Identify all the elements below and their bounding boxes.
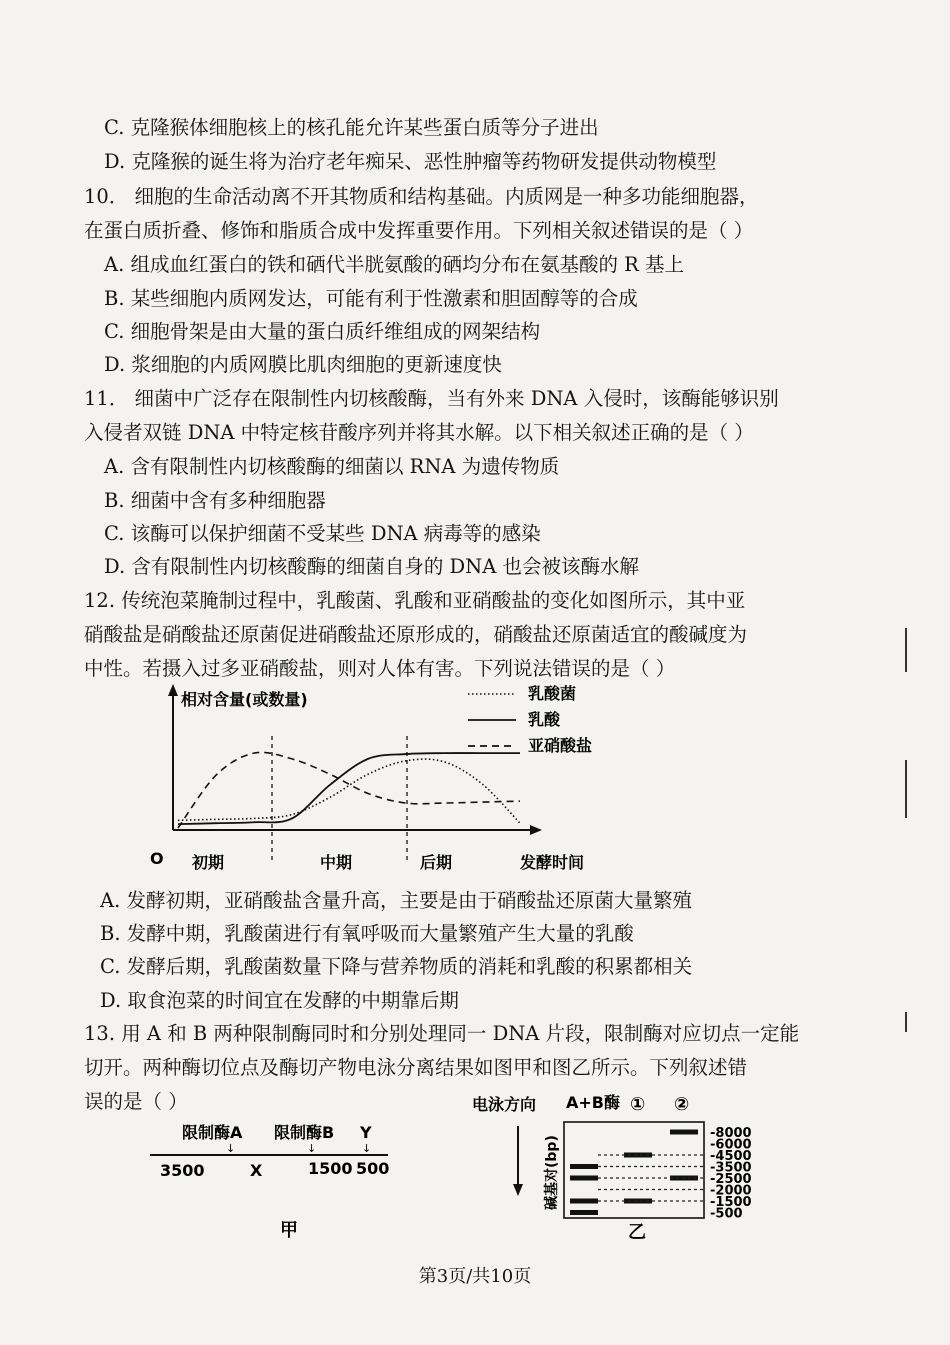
q13-stem-line2: 切开。两种酶切位点及酶切产物电泳分离结果如图甲和图乙所示。下列叙述错	[84, 1056, 748, 1079]
gel-band	[570, 1176, 598, 1181]
q10-option-d: D. 浆细胞的内质网膜比肌肉细胞的更新速度快	[104, 353, 502, 376]
segment-length: 3500	[160, 1161, 205, 1180]
q12-option-d: D. 取食泡菜的时间宜在发酵的中期靠后期	[100, 989, 459, 1012]
marker-label: -2500	[710, 1172, 752, 1187]
q10-option-b: B. 某些细胞内质网发达，可能有利于性激素和胆固醇等的合成	[104, 287, 638, 310]
enzyme-a-label: 限制酶A	[182, 1123, 243, 1142]
direction-label: 电泳方向	[472, 1095, 537, 1114]
series-line-乳酸菌	[178, 759, 520, 823]
q11-option-b: B. 细菌中含有多种细胞器	[104, 489, 326, 512]
scan-edge-mark	[905, 1012, 907, 1032]
lane-1-label: ①	[630, 1094, 646, 1115]
q11-option-d: D. 含有限制性内切核酸酶的细菌自身的 DNA 也会被该酶水解	[104, 555, 640, 578]
legend-label: 亚硝酸盐	[528, 736, 593, 755]
marker-label: -4500	[710, 1149, 752, 1164]
x-tick-label: 初期	[192, 853, 225, 872]
figure-jia	[150, 1112, 410, 1242]
direction-arrow-head	[513, 1184, 523, 1196]
marker-label: -3500	[710, 1160, 752, 1176]
marker-label: -6000	[710, 1137, 752, 1153]
x-tick-label: 中期	[320, 853, 353, 872]
figure-caption: 乙	[628, 1222, 646, 1240]
q13-stem-line3: 误的是（ ）	[84, 1090, 188, 1113]
marker-label: -8000	[710, 1126, 752, 1141]
gel-frame	[564, 1122, 704, 1218]
marker-label: -2000	[710, 1183, 752, 1199]
cut-arrow-icon: ↓	[362, 1142, 372, 1155]
q11-option-c: C. 该酶可以保护细菌不受某些 DNA 病毒等的感染	[104, 522, 541, 545]
segment-length: 500	[356, 1159, 390, 1178]
q11-option-a: A. 含有限制性内切核酸酶的细菌以 RNA 为遗传物质	[104, 455, 560, 478]
site-y-label: Y	[360, 1123, 372, 1142]
page-footer: 第3页/共10页	[418, 1266, 532, 1287]
y-axis-arrow	[168, 684, 178, 696]
legend-label: 乳酸	[528, 710, 561, 729]
marker-label: -1500	[710, 1195, 752, 1210]
marker-label: -500	[710, 1206, 743, 1222]
cut-arrow-icon: ↓	[307, 1142, 317, 1155]
segment-length: 1500	[308, 1159, 353, 1178]
lane-2-label: ②	[674, 1094, 690, 1115]
figure-caption: 甲	[280, 1220, 298, 1241]
scan-edge-mark	[905, 628, 907, 672]
q10-option-c: C. 细胞骨架是由大量的蛋白质纤维组成的网架结构	[104, 320, 541, 343]
gel-band	[670, 1130, 698, 1135]
gel-band	[570, 1199, 598, 1204]
y-axis-label: 相对含量(或数量)	[181, 690, 308, 709]
cut-arrow-icon: ↓	[226, 1142, 236, 1155]
q12-option-a: A. 发酵初期，亚硝酸盐含量升高，主要是由于硝酸盐还原菌大量繁殖	[100, 889, 692, 912]
gel-band	[570, 1164, 598, 1169]
x-tick-label: 后期	[420, 853, 453, 872]
q12-stem-line2: 硝酸盐是硝酸盐还原菌促进硝酸盐还原形成的，硝酸盐还原菌适宜的酸碱度为	[84, 623, 748, 646]
origin-label: O	[150, 849, 164, 868]
fermentation-chart	[150, 680, 650, 880]
q12-stem-line1: 12. 传统泡菜腌制过程中，乳酸菌、乳酸和亚硝酸盐的变化如图所示，其中亚	[84, 589, 746, 612]
q12-option-c: C. 发酵后期，乳酸菌数量下降与营养物质的消耗和乳酸的积累都相关	[100, 955, 693, 978]
gel-bands-group	[570, 1126, 752, 1222]
figure-yi	[470, 1090, 770, 1240]
q9-option-c: C. 克隆猴体细胞核上的核孔能允许某些蛋白质等分子进出	[104, 116, 599, 139]
q12-option-b: B. 发酵中期，乳酸菌进行有氧呼吸而大量繁殖产生大量的乳酸	[100, 922, 634, 945]
chart-series-group	[178, 752, 520, 828]
q11-stem-line2: 入侵者双链 DNA 中特定核苷酸序列并将其水解。以下相关叙述正确的是（ ）	[84, 421, 754, 444]
series-line-乳酸	[178, 753, 520, 824]
q9-option-d: D. 克隆猴的诞生将为治疗老年痴呆、恶性肿瘤等药物研发提供动物模型	[104, 150, 717, 173]
segment-x-label: X	[250, 1161, 263, 1180]
scan-edge-mark	[905, 760, 907, 818]
q12-stem-line3: 中性。若摄入过多亚硝酸盐，则对人体有害。下列说法错误的是（ ）	[84, 657, 676, 680]
enzyme-b-label: 限制酶B	[274, 1123, 335, 1142]
q10-stem-line1: 10． 细胞的生命活动离不开其物质和结构基础。内质网是一种多功能细胞器，	[84, 185, 759, 208]
x-axis-label: 发酵时间	[520, 853, 585, 872]
q13-stem-line1: 13. 用 A 和 B 两种限制酶同时和分别处理同一 DNA 片段，限制酶对应切点一定能	[84, 1022, 800, 1045]
x-axis-arrow	[530, 825, 542, 835]
gel-band	[570, 1210, 598, 1215]
legend-label: 乳酸菌	[528, 684, 577, 703]
series-line-亚硝酸盐	[178, 752, 520, 828]
q10-stem-line2: 在蛋白质折叠、修饰和脂质合成中发挥重要作用。下列相关叙述错误的是（ ）	[84, 219, 754, 242]
q11-stem-line1: 11． 细菌中广泛存在限制性内切核酸酶，当有外来 DNA 入侵时，该酶能够识别	[84, 387, 779, 410]
y-axis-label: 碱基对(bp)	[544, 1135, 560, 1210]
q10-option-a: A. 组成血红蛋白的铁和硒代半胱氨酸的硒均分布在氨基酸的 R 基上	[104, 253, 685, 276]
lane-ab-label: A+B酶	[566, 1093, 620, 1112]
